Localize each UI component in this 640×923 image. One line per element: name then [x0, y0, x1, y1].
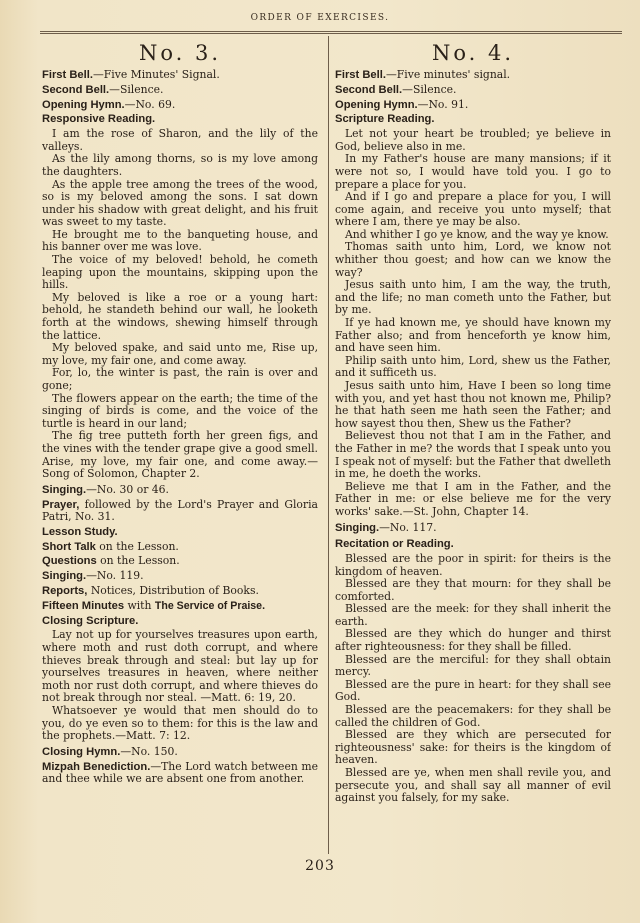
order-no-3-column: [42, 40, 318, 788]
verse-paragraph: Lay not up for yourselves treasures upon earth, where moth and rust doth corrupt, and where thieves break through and steal: but lay up for yourselves treasures in heaven, where neither moth nor rust doth corrupt, and where thieves do not break through nor steal. —Matt. 6: 19, 20.: [42, 628, 318, 705]
verse-paragraph: And if I go and prepare a place for you, I will come again, and receive you unto myself; that where I am, there ye may be also.: [335, 190, 611, 229]
closing-hymn-text: —No. 150.: [120, 744, 178, 758]
beatitude-paragraph: Blessed are the peacemakers: for they shall be called the children of God.: [335, 703, 611, 729]
first-bell-item: [335, 69, 611, 82]
second-bell-label: Second Bell.: [42, 83, 110, 96]
lesson-study-item: [42, 526, 318, 539]
order-no-4-title: No. 4.: [431, 41, 515, 65]
verse-paragraph: Thomas saith unto him, Lord, we know not whither thou goest; and how can we know the way?: [335, 240, 611, 279]
scripture-reading-label: Scripture Reading.: [335, 113, 435, 126]
verse-paragraph: Whatsoever ye would that men should do to you, do ye even so to them: for this is the law and the prophets.—Matt. 7: 12.: [42, 703, 318, 743]
questions-text: on the Lesson.: [96, 554, 180, 568]
opening-hymn-text: —No. 91.: [417, 97, 469, 111]
verse-paragraph: Let not your heart be troubled; ye believe in God, believe also in me.: [335, 127, 611, 153]
second-bell-item: [335, 84, 611, 97]
questions-item: [42, 555, 318, 568]
singing-text: —No. 30 or 46.: [86, 482, 169, 496]
verse-paragraph: If ye had known me, ye should have known my Father also; and from henceforth ye know him, and have seen him.: [335, 316, 611, 355]
opening-hymn-label: Opening Hymn.: [335, 98, 418, 111]
opening-hymn-label: Opening Hymn.: [42, 98, 125, 111]
verse-paragraph: Philip saith unto him, Lord, shew us the Father, and it sufficeth us.: [335, 353, 611, 380]
verse-paragraph: For, lo, the winter is past, the rain is over and gone;: [42, 366, 318, 392]
beatitude-paragraph: Blessed are the meek: for they shall inherit the earth.: [335, 602, 611, 628]
scripture-reading-heading: [335, 113, 611, 126]
beatitude-paragraph: Blessed are they which do hunger and thirst after righteousness: for they shall be filled.: [335, 627, 611, 654]
first-bell-text: —Five Minutes' Signal.: [92, 68, 220, 81]
reports-label: Reports,: [42, 585, 88, 598]
verse-paragraph: The fig tree putteth forth her green figs, and the vines with the tender grape give a good smell. Arise, my love, my fair one, and come away.—Song of Solomon, Chapter 2.: [42, 429, 318, 481]
first-bell-text: —Five minutes' signal.: [385, 68, 511, 81]
second-bell-label: Second Bell.: [335, 83, 403, 96]
opening-hymn-item: [42, 99, 318, 112]
service-of-praise: The Service of Praise.: [154, 599, 266, 612]
verse-paragraph: Believe me that I am in the Father, and the Father in me: or else believe me for the very works' sake.—St. John, Chapter 14.: [335, 479, 611, 518]
responsive-reading-heading: [42, 113, 318, 126]
verse-paragraph: Jesus saith unto him, Have I been so long time with you, and yet hast thou not known me, Philip? he that hath seen me hath seen the Father; and how sayest thou then, Shew us the Father?: [335, 379, 611, 430]
beatitude-paragraph: Blessed are they which are persecuted for righteousness' sake: for theirs is the kingdom of heaven.: [335, 728, 611, 767]
short-talk-label: Short Talk: [42, 540, 96, 553]
beatitude-paragraph: Blessed are the pure in heart: for they shall see God.: [335, 677, 611, 704]
beatitude-paragraph: Blessed are ye, when men shall revile you, and persecute you, and shall say all manner of evil against you falsely, for my sake.: [335, 766, 611, 805]
short-talk-text: on the Lesson.: [95, 539, 179, 553]
beatitude-paragraph: Blessed are the poor in spirit: for theirs is the kingdom of heaven.: [335, 551, 611, 578]
singing-label: Singing.: [42, 483, 87, 496]
header-rule-second: [40, 33, 622, 34]
singing-text: —No. 117.: [379, 520, 437, 534]
verse-paragraph: And whither I go ye know, and the way ye know.: [345, 227, 609, 241]
prayer-label: Prayer,: [42, 498, 80, 511]
order-no-3-title: No. 3.: [138, 41, 222, 65]
second-bell-item: [42, 84, 318, 97]
beatitude-paragraph: Blessed are the merciful: for they shall obtain mercy.: [335, 652, 611, 679]
singing-label-2: Singing.: [42, 570, 87, 583]
verse-paragraph: Believest thou not that I am in the Father, and the Father in me? the words that I speak unto you I speak not of myself: but the Father that dwelleth in me, he doeth the works.: [335, 429, 611, 481]
mizpah-benediction-label: Mizpah Benediction.: [42, 760, 151, 773]
running-header: ORDER OF EXERCISES.: [250, 13, 390, 23]
second-bell-text: —Silence.: [109, 82, 164, 96]
verse-paragraph: My beloved spake, and said unto me, Rise up, my love, my fair one, and come away.: [42, 341, 318, 367]
reports-text: Notices, Distribution of Books.: [87, 584, 259, 598]
first-bell-item: [42, 69, 318, 82]
closing-scripture-heading: [42, 615, 318, 628]
verse-paragraph: The voice of my beloved! behold, he cometh leaping upon the mountains, skipping upon the hills.: [42, 253, 318, 292]
verse-paragraph: In my Father's house are many mansions; if it were not so, I would have told you. I go to prepare a place for you.: [335, 152, 611, 191]
recitation-label: Recitation or Reading.: [335, 538, 454, 551]
page-number: 203: [305, 858, 335, 874]
opening-hymn-text: —No. 69.: [124, 97, 176, 111]
closing-scripture-text: [42, 629, 318, 742]
order-no-4-column: [335, 40, 611, 805]
singing-label: Singing.: [335, 521, 380, 534]
scripture-reading-text: [335, 128, 611, 518]
closing-hymn-item: [42, 746, 318, 759]
mizpah-benediction-text: —The Lord watch between me and thee while we are absent one from another.: [42, 759, 318, 786]
responsive-reading-label: Responsive Reading.: [42, 113, 156, 126]
recitation-heading: [335, 538, 611, 551]
singing-text-2: —No. 119.: [86, 569, 144, 583]
singing-item: [335, 522, 611, 535]
verse-paragraph: I am the rose of Sharon, and the lily of the valleys.: [42, 127, 318, 153]
lesson-study-label: Lesson Study.: [42, 525, 118, 538]
header-rule: [40, 31, 622, 32]
verse-paragraph: The flowers appear on the earth; the time of the singing of birds is come, and the voice of the turtle is heard in our land;: [42, 391, 318, 430]
reports-item: [42, 585, 318, 598]
mizpah-benediction-item: [42, 761, 318, 786]
second-bell-text: —Silence.: [402, 82, 457, 96]
verse-paragraph: Jesus saith unto him, I am the way, the truth, and the life; no man cometh unto the Father, but by me.: [335, 278, 611, 317]
column-divider: [328, 36, 329, 854]
beatitude-paragraph: Blessed are they that mourn: for they shall be comforted.: [335, 577, 611, 603]
responsive-reading-text: [42, 128, 318, 481]
first-bell-label: First Bell.: [42, 69, 93, 81]
fifteen-minutes-label: Fifteen Minutes: [42, 599, 125, 612]
verse-paragraph: As the lily among thorns, so is my love among the daughters.: [42, 152, 318, 178]
fifteen-minutes-with: with: [124, 598, 155, 612]
closing-hymn-label: Closing Hymn.: [42, 745, 121, 758]
opening-hymn-item: [335, 99, 611, 112]
prayer-text: followed by the Lord's Prayer and Gloria Patri, No. 31.: [42, 497, 318, 524]
singing-item-2: [42, 570, 318, 583]
closing-scripture-label: Closing Scripture.: [42, 614, 139, 627]
questions-label: Questions: [42, 555, 97, 568]
verse-paragraph: My beloved is like a roe or a young hart: behold, he standeth behind our wall, he looketh forth at the windows, shewing himself through the lattice.: [42, 290, 318, 342]
short-talk-item: [42, 541, 318, 554]
recitation-text: [335, 553, 611, 805]
singing-item: [42, 484, 318, 497]
verse-paragraph: He brought me to the banqueting house, and his banner over me was love.: [42, 227, 318, 254]
verse-paragraph: As the apple tree among the trees of the wood, so is my beloved among the sons. I sat down under his shadow with great delight, and his fruit was sweet to my taste.: [42, 177, 318, 229]
first-bell-label: First Bell.: [335, 69, 386, 81]
fifteen-minutes-item: [42, 600, 318, 613]
prayer-item: [42, 499, 318, 524]
